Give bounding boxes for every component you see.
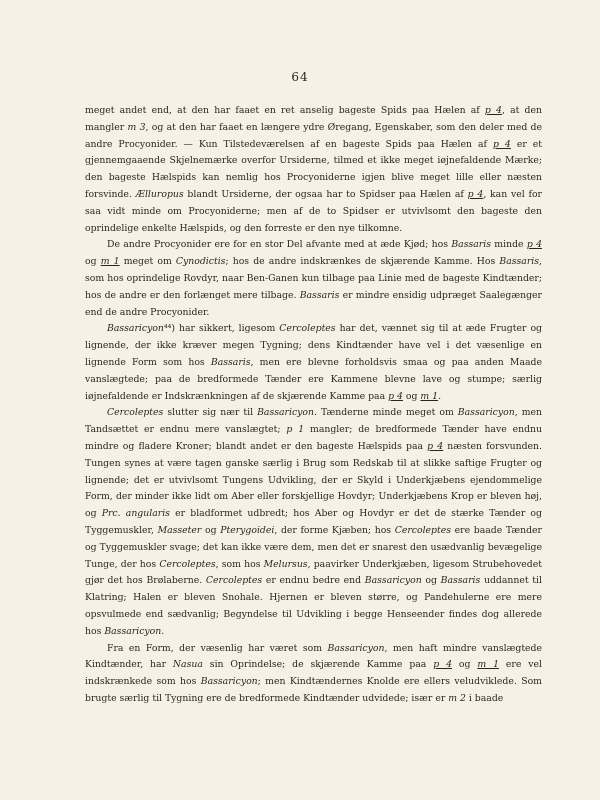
- italic-term: Cercoleptes: [159, 558, 216, 570]
- text-run: er et gjennemgaaende Skjelnemærke overfor Ursiderne, tilmed et ikke meget iøjnefaldende Mærke; den bageste Hælspids kan nemlig hos Procyoniderne igjen blive meget lille eller næsten forsvinde.: [85, 138, 542, 200]
- italic-term: Ælluropus: [135, 188, 184, 200]
- text-run: .: [161, 625, 165, 637]
- text-run: i baade: [465, 692, 504, 704]
- text-run: , og at den har faaet en længere ydre Øregang, Egenskaber, som den deler med de andre Procyonider. — Kun Tilstedeværelsen af en bageste Spids paa Hælen af: [85, 121, 542, 150]
- text-run: ere baade Tænder og Tyggemuskler svage; det kan ikke være dem, men det er snarest den usædvanlig bevægelige Tunge, der hos: [85, 524, 542, 570]
- text-run: , som hos oprindelige Rovdyr, naar Ben-Ganen kun tilbage paa Linie med de bageste Kindtænder; hos de andre er den forlænget mere tilbage.: [85, 256, 542, 301]
- italic-term: Cercoleptes: [279, 323, 336, 335]
- text-run: meget andet end, at den har faaet en ret anselig bageste Spids paa Hælen af: [85, 105, 485, 116]
- tooth-notation: p 4: [467, 188, 484, 200]
- text-run: minde: [490, 239, 527, 251]
- tooth-notation: m 1: [100, 256, 120, 268]
- italic-term: Bassaris: [451, 239, 491, 251]
- text-run: har det, vænnet sig til at æde Frugter og lignende, der ikke kræver megen Tygning; dens Kindtænder have vel i det væsenlige en lignende Form som hos: [85, 323, 542, 368]
- text-run: er bladformet udbredt; hos Aber og Hovdyr er det de stærke Tænder og Tyggemuskler,: [85, 508, 542, 536]
- paragraph: [85, 237, 542, 321]
- italic-term: Bassaricyon: [327, 642, 385, 654]
- italic-term: Bassaris: [499, 256, 540, 268]
- italic-term: Bassaricyon: [257, 407, 315, 419]
- text-run: , der forme Kjæben; hos: [274, 524, 395, 536]
- text-run: .: [438, 390, 442, 402]
- text-run: uddannet til Klatring; Halen er bleven Snohale. Hjernen er bleven større, og Pandehulerne ere mere opsvulmede end sædvanlig; Begyndelse til Udvikling i begge Henseender findes dog allerede hos: [85, 575, 542, 637]
- text-run: og: [452, 659, 478, 671]
- text-run: ere vel indskrænkede som hos: [85, 659, 542, 688]
- body-text: [85, 103, 542, 708]
- tooth-notation: m 1: [477, 659, 499, 671]
- text-run: , men haft mindre vanslægtede Kindtænder, har: [85, 642, 543, 671]
- tooth-notation: m 1: [420, 390, 439, 402]
- text-run: blandt Ursiderne, der ogsaa har to Spidser paa Hælen af: [183, 188, 468, 200]
- italic-term: p 1: [286, 424, 305, 436]
- tooth-notation: p 4: [433, 659, 453, 671]
- text-run: ; hos de andre indskrænkes de skjærende Kamme. Hos: [225, 256, 500, 268]
- text-run: er mindre ensidig udpræget Saalegænger end de andre Procyonider.: [85, 289, 542, 318]
- italic-term: Cercoleptes: [205, 575, 263, 587]
- italic-term: Cercoleptes: [107, 407, 164, 419]
- text-run: De andre Procyonider ere for en stor Del afvante med at æde Kjød; hos: [107, 239, 452, 251]
- italic-term: Cynodictis: [175, 256, 226, 268]
- text-run: meget om: [119, 256, 176, 268]
- text-run: , paavirker Underkjæben, ligesom Strubehovedet gjør det hos Brølaberne.: [85, 558, 542, 587]
- italic-term: Melursus: [263, 558, 308, 570]
- text-run: og: [85, 256, 101, 268]
- tooth-notation: p 4: [526, 239, 542, 251]
- italic-term: Cercoleptes: [394, 524, 452, 536]
- text-run: mangler; de bredformede Tænder have endnu mindre og fladere Kroner; blandt andet er den bageste Hælspids paa: [85, 424, 543, 452]
- text-run: og: [201, 524, 221, 536]
- text-run: næsten forsvunden. Tungen synes at være tagen ganske særlig i Brug som Redskab til at slikke saftige Frugter og lignende; det er utvivlsomt Tungens Udvikling, der er Skyld i Underkjæbens ejendommelige Form, der minder ikke lidt om Aber eller forskjellige Hovdyr; Underkjæbens Krop er bleven høj, og: [85, 440, 542, 520]
- paragraph: [85, 321, 542, 405]
- italic-term: Bassaricyon: [364, 575, 422, 587]
- tooth-notation: p 4: [484, 105, 502, 116]
- italic-term: Pterygoidei: [220, 524, 275, 536]
- italic-term: Nasua: [172, 659, 203, 671]
- text-run: , men Tandsættet er endnu mere vanslægtet;: [85, 407, 542, 436]
- paragraph: [85, 641, 542, 708]
- italic-term: Prc. angularis: [101, 508, 170, 520]
- italic-term: Bassaris: [299, 289, 340, 301]
- text-run: , at den mangler: [85, 105, 542, 133]
- paragraph: [85, 103, 542, 237]
- text-run: er endnu bedre end: [262, 575, 365, 587]
- text-run: , som hos: [215, 558, 264, 570]
- text-run: , kan vel for saa vidt minde om Procyoniderne; men af de to Spidser er utvivlsomt den bageste den oprindelige enkelte Hælspids, og den forreste er den nye tilkomne.: [85, 188, 542, 234]
- italic-term: Bassaricyon: [104, 625, 162, 637]
- text-run: , men ere blevne forholdsvis smaa og paa anden Maade vanslægtede; paa de bredformede Tænder ere Kammene blevne lave og stumpe; særlig iøjnefaldende er Indskrænkningen af de skjærende Kamme paa: [85, 356, 542, 402]
- text-run: sin Oprindelse; de skjærende Kamme paa: [202, 659, 434, 671]
- text-run: ; men Kindtændernes Knolde ere ellers veludviklede. Som brugte særlig til Tygning ere de bredformede Kindtænder udvidede; især er: [85, 676, 542, 704]
- italic-term: Bassaris: [440, 575, 481, 587]
- italic-term: Bassaricyon: [457, 407, 515, 419]
- italic-term: Masseter: [157, 524, 202, 536]
- text-run: slutter sig nær til: [163, 407, 258, 419]
- text-run: og: [402, 390, 421, 402]
- text-run: ⁴⁴) har sikkert, ligesom: [163, 323, 280, 335]
- italic-term: m 2: [448, 692, 466, 704]
- tooth-notation: p 4: [388, 390, 403, 402]
- text-run: og: [421, 575, 441, 587]
- italic-term: Bassaricyon: [107, 323, 164, 335]
- page-number: 64: [291, 70, 309, 84]
- italic-term: m 3: [127, 121, 146, 133]
- paragraph: [85, 405, 542, 640]
- italic-term: Bassaricyon: [200, 676, 258, 688]
- tooth-notation: p 4: [492, 138, 511, 150]
- tooth-notation: p 4: [427, 440, 444, 452]
- italic-term: Bassaris: [210, 356, 251, 368]
- text-run: Fra en Form, der væsenlig har været som: [107, 642, 328, 654]
- text-run: . Tænderne minde meget om: [314, 407, 458, 419]
